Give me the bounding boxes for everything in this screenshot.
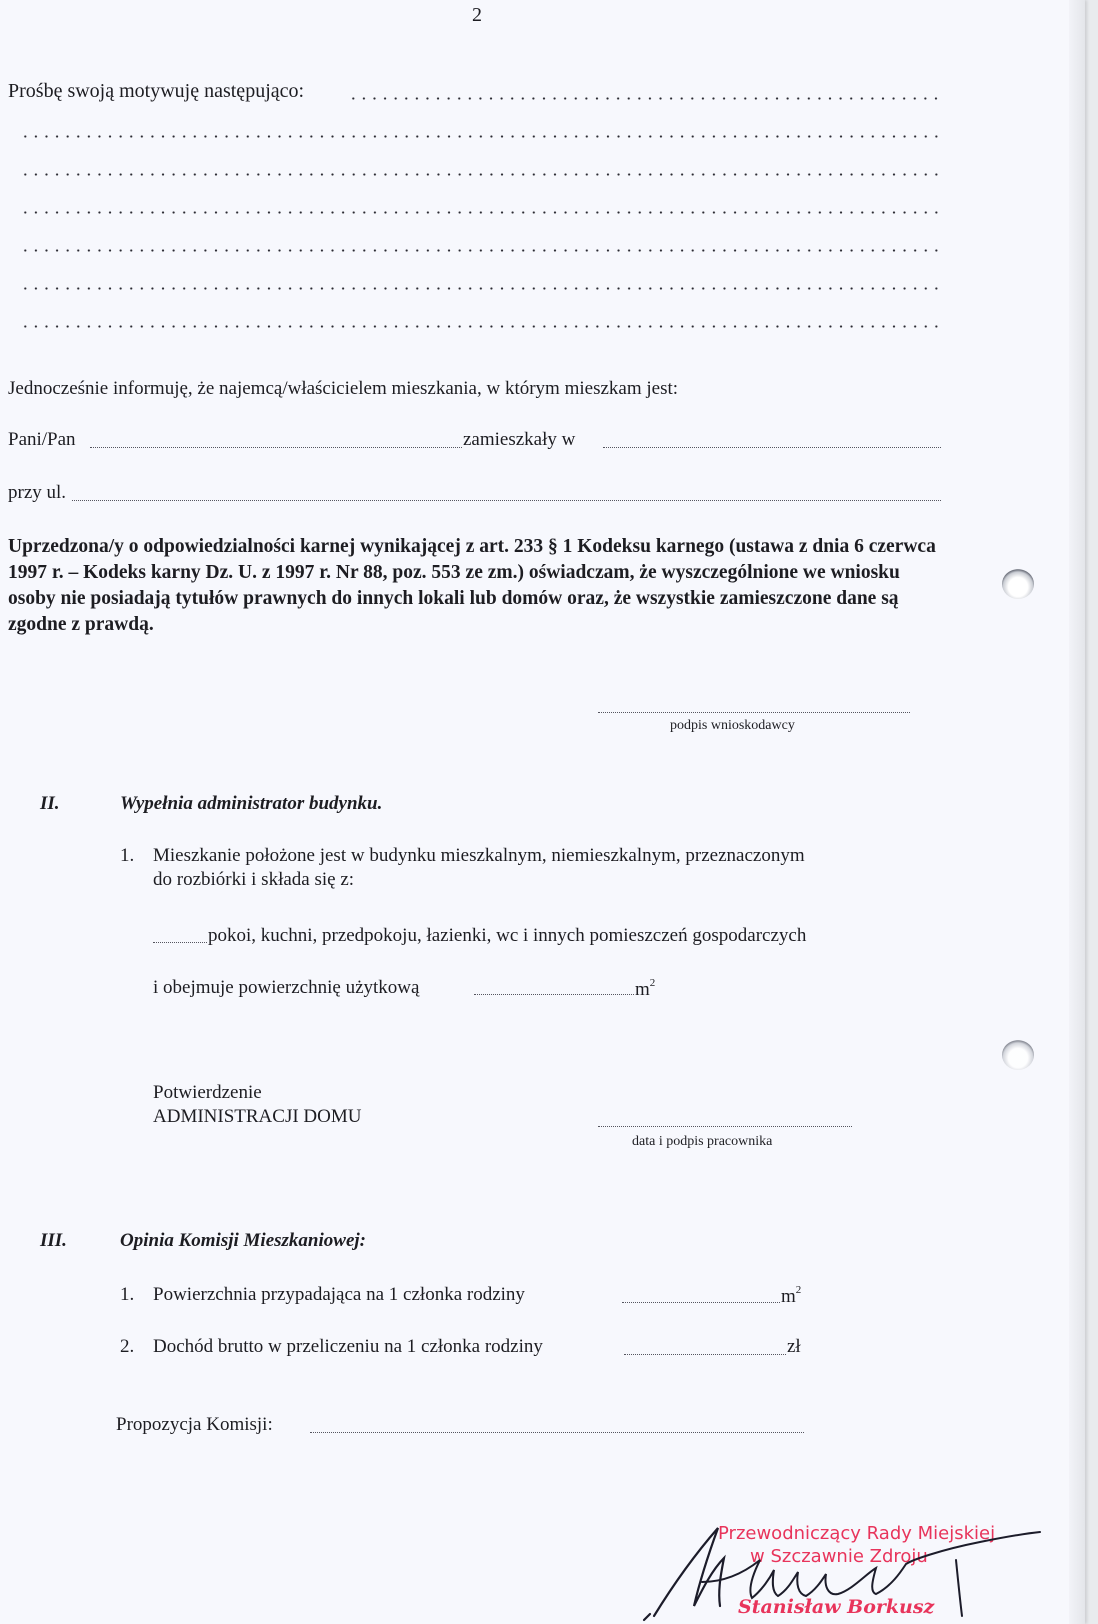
motivation-blank-line[interactable] [20,135,945,138]
section-2-item-1-number: 1. [120,845,135,866]
street-field[interactable] [72,500,941,501]
section-3-item-unit: $m^2$ [781,1284,802,1307]
worker-signature-field[interactable] [598,1126,852,1127]
section-3-item-number: 1. [120,1284,135,1305]
commission-proposal-field[interactable] [310,1432,804,1433]
rooms-text: pokoi, kuchni, przedpokoju, łazienki, wc i innych pomieszczeń gospodarczych [208,925,807,946]
applicant-signature-field[interactable] [598,712,910,713]
motivation-label: Prośbę swoją motywuję następująco: [8,80,305,102]
motivation-blank-line[interactable] [20,211,945,214]
commission-proposal-label: Propozycja Komisji: [116,1414,273,1435]
area-field[interactable] [474,994,634,995]
section-3-numeral: III. [40,1230,67,1251]
street-label: przy ul. [8,482,67,503]
punch-hole-mark [1002,569,1034,599]
stamp-name: Stanisław Borkusz [738,1596,935,1618]
applicant-signature-caption: podpis wnioskodawcy [670,718,795,733]
area-per-member-field[interactable] [622,1302,780,1303]
section-3-item-text: Dochód brutto w przeliczeniu na 1 członka rodziny [153,1336,543,1357]
motivation-blank-line[interactable] [20,173,945,176]
legal-declaration: Uprzedzona/y o odpowiedzialności karnej wynikającej z art. 233 § 1 Kodeksu karnego (ustawa z dnia 6 czerwca 1997 r. – Kodeks karny Dz. U. z 1997 r. Nr 88, poz. 553 ze zm.) oświadczam, że wyszczególnione we wniosku osoby nie posiadają tytułów prawnych do innych lokali lub domów oraz, że wszystkie zamieszczone dane są zgodne z prawdą. [8,536,936,635]
income-per-member-field[interactable] [624,1354,786,1355]
owner-intro: Jednocześnie informuję, że najemcą/właścicielem mieszkania, w którym mieszkam jest: [8,378,679,399]
confirmation-line-2: ADMINISTRACJI DOMU [153,1106,362,1127]
section-3-item-unit: zł [787,1336,801,1357]
area-unit: $m^2$ [635,977,656,1000]
owner-name-field[interactable] [90,447,462,448]
section-2-title: Wypełnia administrator budynku. [120,793,383,814]
owner-name-label: Pani/Pan [8,429,76,450]
section-3-item-number: 2. [120,1336,135,1357]
area-label: i obejmuje powierzchnię użytkową [153,977,420,998]
handwritten-signature [640,1520,1060,1624]
punch-hole-mark [1002,1040,1034,1070]
rooms-count-field[interactable] [153,942,207,943]
residence-field[interactable] [603,447,941,448]
section-3-title: Opinia Komisji Mieszkaniowej: [120,1230,366,1251]
section-3-item-text: Powierzchnia przypadająca na 1 członka rodziny [153,1284,525,1305]
worker-signature-caption: data i podpis pracownika [632,1134,773,1149]
stamp-line-2: w Szczawnie Zdroju [750,1546,928,1567]
motivation-blank-line[interactable] [20,287,945,290]
confirmation-line-1: Potwierdzenie [153,1082,262,1103]
motivation-blank-line[interactable] [20,325,945,328]
residence-label: zamieszkały w [463,429,576,450]
motivation-blank-line[interactable] [20,249,945,252]
page-number: 2 [472,4,482,26]
section-2-numeral: II. [40,793,60,814]
stamp-line-1: Przewodniczący Rady Miejskiej [718,1523,996,1544]
motivation-blank-line[interactable] [348,97,945,100]
section-2-item-1-line-2: do rozbiórki i składa się z: [153,869,355,890]
section-2-item-1-line-1: Mieszkanie położone jest w budynku mieszkalnym, niemieszkalnym, przeznaczonym [153,845,805,866]
